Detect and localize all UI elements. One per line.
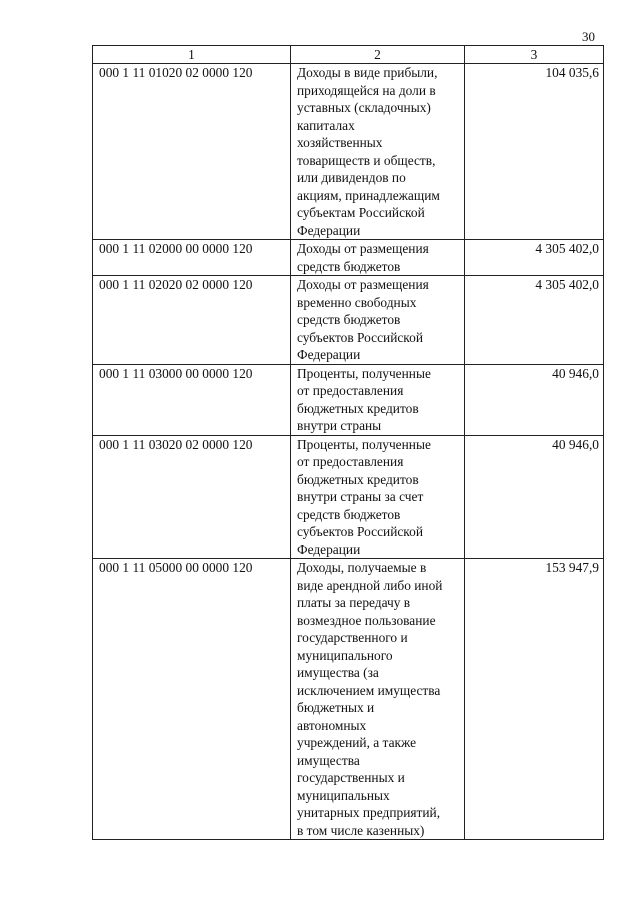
column-header-3: 3 <box>465 46 604 64</box>
revenue-name: Доходы от размещения временно свободных средств бюджетов субъектов Российской Федерации <box>291 276 465 365</box>
table-row <box>93 559 604 840</box>
table-row <box>93 364 604 435</box>
revenue-amount: 4 305 402,0 <box>465 240 604 276</box>
revenue-amount: 40 946,0 <box>465 435 604 559</box>
table-header-row <box>93 46 604 64</box>
budget-code: 000 1 11 02020 02 0000 120 <box>93 276 291 365</box>
table-row <box>93 240 604 276</box>
revenue-amount: 104 035,6 <box>465 64 604 240</box>
table-row <box>93 64 604 240</box>
column-header-2: 2 <box>291 46 465 64</box>
revenue-name: Проценты, полученные от предоставления бюджетных кредитов внутри страны за счет средств бюджетов субъектов Российской Федерации <box>291 435 465 559</box>
revenue-name: Доходы, получаемые в виде арендной либо иной платы за передачу в возмездное пользование государственного и муниципального имущества (за исключением имущества бюджетных и автономных учреждений, а также имущества государственных и муниципальных унитарных предприятий, в том числе казенных) <box>291 559 465 840</box>
budget-code: 000 1 11 05000 00 0000 120 <box>93 559 291 840</box>
revenue-name: Проценты, полученные от предоставления бюджетных кредитов внутри страны <box>291 364 465 435</box>
revenue-name: Доходы от размещения средств бюджетов <box>291 240 465 276</box>
page-number: 30 <box>582 29 595 44</box>
budget-code: 000 1 11 02000 00 0000 120 <box>93 240 291 276</box>
table-row <box>93 276 604 365</box>
revenue-amount: 153 947,9 <box>465 559 604 840</box>
budget-code: 000 1 11 01020 02 0000 120 <box>93 64 291 240</box>
budget-code: 000 1 11 03020 02 0000 120 <box>93 435 291 559</box>
revenue-table <box>92 45 604 840</box>
column-header-1: 1 <box>93 46 291 64</box>
revenue-amount: 40 946,0 <box>465 364 604 435</box>
revenue-amount: 4 305 402,0 <box>465 276 604 365</box>
table-row <box>93 435 604 559</box>
revenue-name: Доходы в виде прибыли, приходящейся на доли в уставных (складочных) капиталах хозяйственных товариществ и обществ, или дивидендов по акциям, принадлежащим субъектам Российской Федерации <box>291 64 465 240</box>
budget-code: 000 1 11 03000 00 0000 120 <box>93 364 291 435</box>
